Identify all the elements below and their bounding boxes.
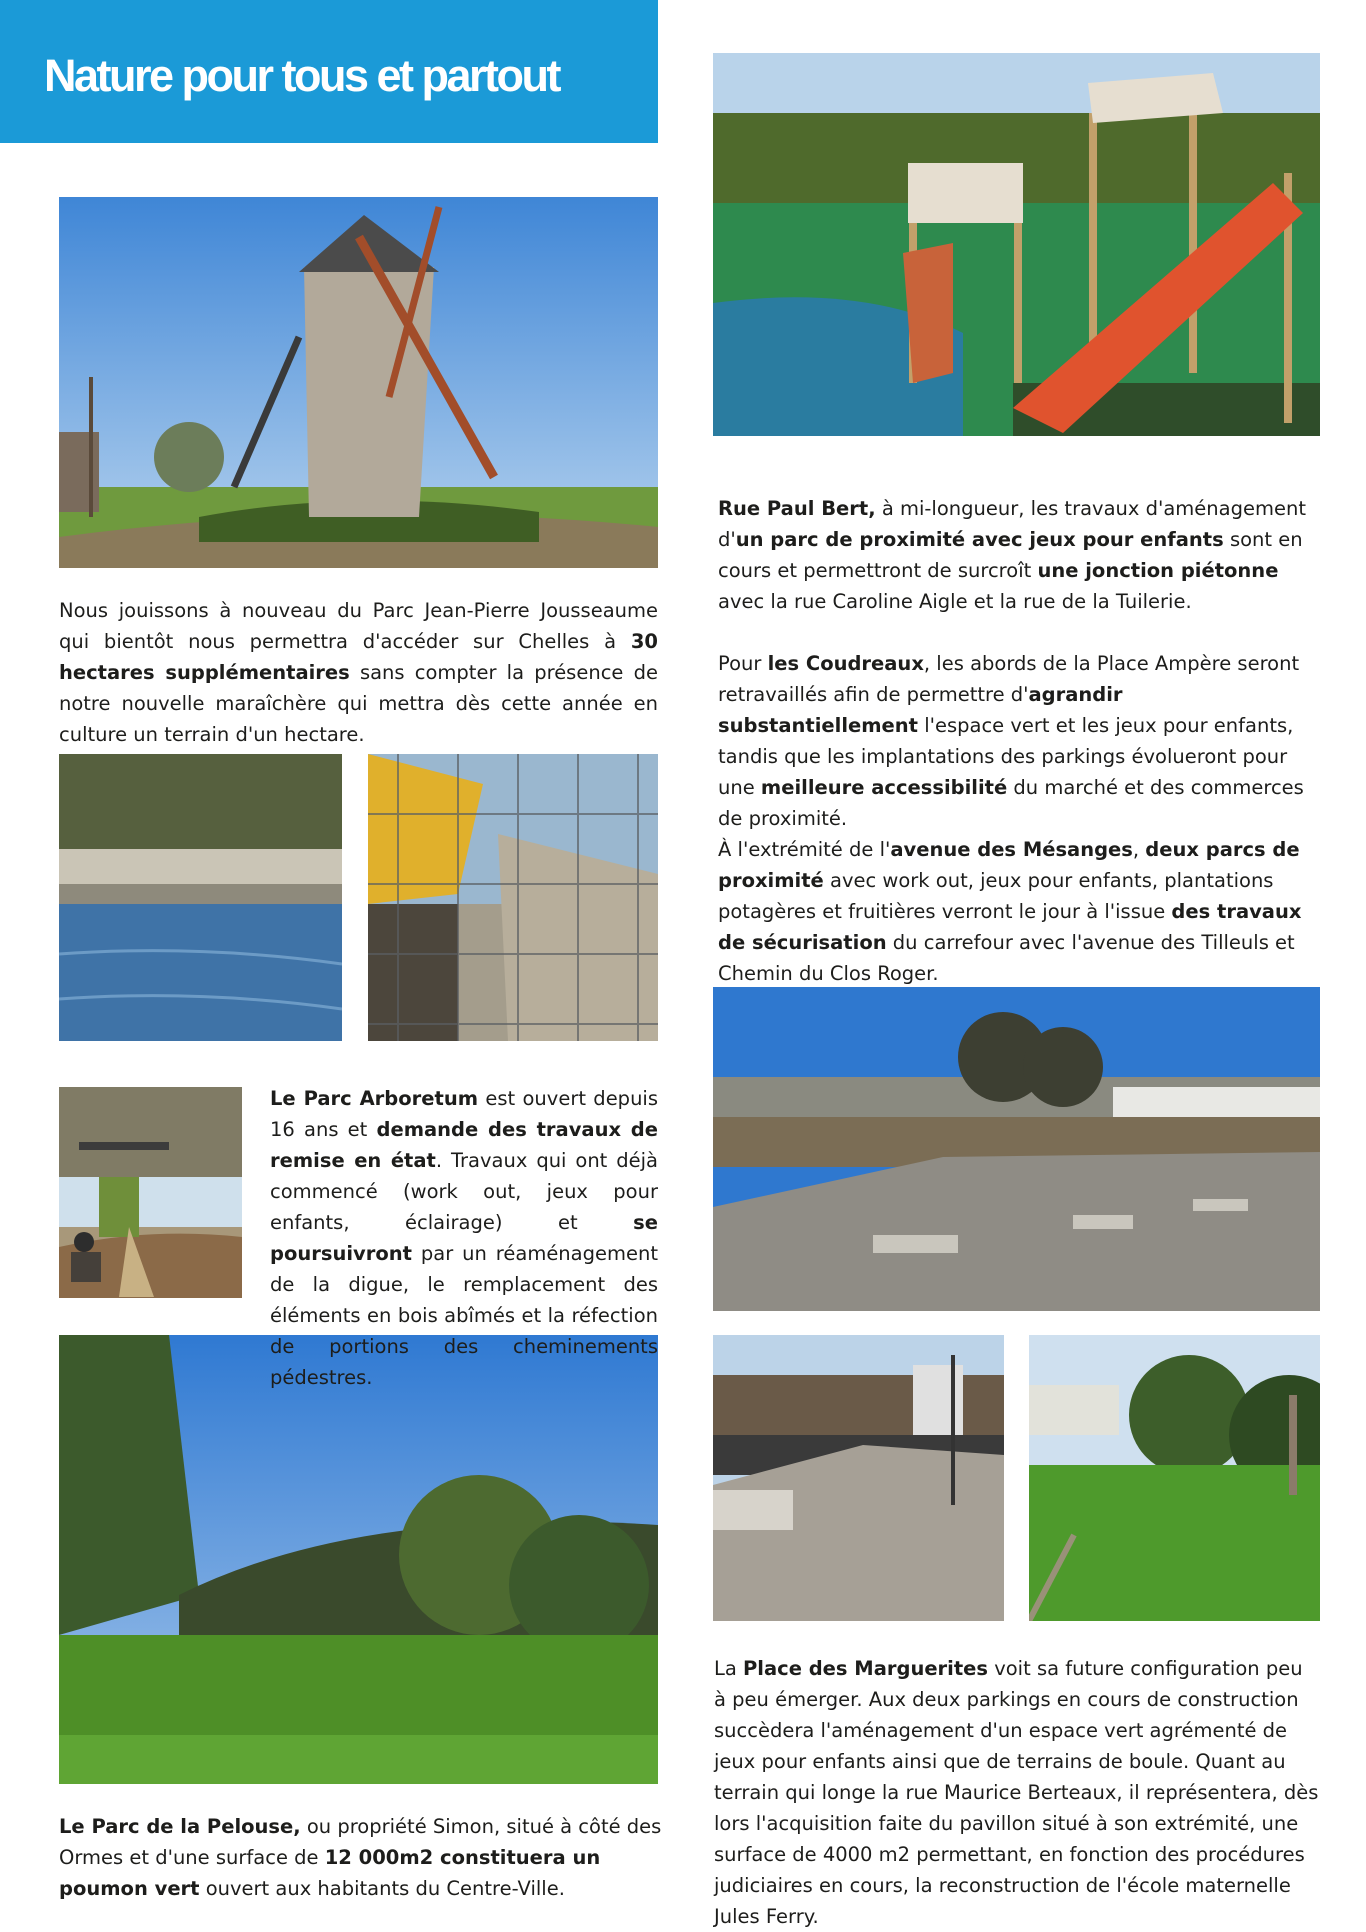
marguerites-segment: La bbox=[714, 1657, 744, 1680]
text-block-mesanges bbox=[718, 834, 1320, 989]
pelouse-segment: 12 000m2 constituera un poumon vert bbox=[59, 1846, 601, 1900]
mesanges-segment: du carrefour avec l'avenue des Tilleuls et Chemin du Clos Roger. bbox=[718, 931, 1295, 985]
arboretum-segment: . Travaux qui ont déjà commencé (work out, jeux pour enfants, éclairage) et bbox=[270, 1149, 659, 1234]
lake-photo bbox=[59, 754, 342, 1041]
text-block-paul-bert bbox=[718, 493, 1320, 617]
marguerites-segment: Place des Marguerites bbox=[743, 1657, 989, 1680]
parking-photo bbox=[713, 987, 1320, 1311]
arboretum-segment: demande des travaux de remise en état bbox=[270, 1118, 658, 1172]
paul-bert-segment: à mi-longueur, les travaux d'aménagement d' bbox=[718, 497, 1306, 551]
arboretum-segment: Le Parc Arboretum bbox=[270, 1087, 479, 1110]
green-space-photo bbox=[1029, 1335, 1320, 1621]
marguerites-segment: voit sa future configuration peu à peu émerger. Aux deux parkings en cours de construction succèdera l'aménagement d'un espace vert agrémenté de jeux pour enfants ainsi que de terrains de boule. Quant au terrain qui longe la rue Maurice Berteaux, il représentera, dès lors l'acquisition faite du pavillon situé à son extrémité, une surface de 4000 m2 permettant, en fonction des procédures judiciaires en cours, la reconstruction de l'école maternelle Jules Ferry. bbox=[714, 1657, 1319, 1928]
coudreaux-segment: l'espace vert et les jeux pour enfants, tandis que les implantations des parkings évolueront pour une bbox=[718, 714, 1294, 799]
text-block-arboretum bbox=[270, 1083, 658, 1393]
arboretum-segment: par un réaménagement de la digue, le remplacement des éléments en bois abîmés et la réfection de portions des cheminements pédestres. bbox=[270, 1242, 658, 1389]
page-title: Nature pour tous et partout bbox=[44, 50, 559, 101]
pelouse-segment: ou propriété Simon, situé à côté des Ormes et d'une surface de bbox=[59, 1815, 662, 1869]
playground-photo bbox=[713, 53, 1320, 436]
paul-bert-segment: un parc de proximité avec jeux pour enfants bbox=[735, 528, 1224, 551]
pelouse-segment: ouvert aux habitants du Centre-Ville. bbox=[199, 1877, 565, 1900]
paul-bert-segment: une jonction piétonne bbox=[1037, 559, 1279, 582]
arboretum-segment: se poursuivront bbox=[270, 1211, 658, 1265]
mesanges-segment: deux parcs de proximité bbox=[718, 838, 1300, 892]
jousseaume-segment: 30 hectares supplémentaires bbox=[59, 630, 658, 684]
coudreaux-segment: les Coudreaux bbox=[767, 652, 924, 675]
text-block-jousseaume bbox=[59, 595, 658, 750]
mesanges-segment: À l'extrémité de l' bbox=[718, 838, 891, 861]
text-block-pelouse bbox=[59, 1811, 671, 1904]
gravel-path-photo bbox=[713, 1335, 1004, 1621]
coudreaux-segment: , les abords de la Place Ampère seront retravaillés afin de permettre d' bbox=[718, 652, 1300, 706]
jousseaume-segment: sans compter la présence de notre nouvelle maraîchère qui mettra dès cette année en culture un terrain d'un hectare. bbox=[59, 661, 658, 746]
paul-bert-segment: Rue Paul Bert, bbox=[718, 497, 876, 520]
lawn-photo bbox=[59, 1335, 658, 1784]
coudreaux-segment: meilleure accessibilité bbox=[760, 776, 1008, 799]
windmill-photo bbox=[59, 197, 658, 568]
mesanges-segment: , bbox=[1132, 838, 1146, 861]
jousseaume-segment: Nous jouissons à nouveau du Parc Jean-Pierre Jousseaume qui bientôt nous permettra d'accéder sur Chelles à bbox=[59, 599, 658, 653]
coudreaux-segment: Pour bbox=[718, 652, 768, 675]
text-block-marguerites bbox=[714, 1653, 1320, 1932]
paul-bert-segment: avec la rue Caroline Aigle et la rue de la Tuilerie. bbox=[718, 590, 1192, 613]
construction-photo bbox=[368, 754, 658, 1041]
paul-bert-segment: sont en cours et permettront de surcroît bbox=[718, 528, 1303, 582]
mesanges-segment: avenue des Mésanges bbox=[890, 838, 1133, 861]
pelouse-segment: Le Parc de la Pelouse, bbox=[59, 1815, 301, 1838]
text-block-coudreaux bbox=[718, 648, 1320, 834]
arboretum-segment: est ouvert depuis 16 ans et bbox=[270, 1087, 659, 1141]
mesanges-segment: avec work out, jeux pour enfants, plantations potagères et fruitières verront le jour à l'issue bbox=[718, 869, 1274, 923]
coudreaux-segment: du marché et des commerces de proximité. bbox=[718, 776, 1304, 830]
mesanges-segment: des travaux de sécurisation bbox=[718, 900, 1302, 954]
arboretum-photo bbox=[59, 1087, 242, 1298]
coudreaux-segment: agrandir substantiellement bbox=[718, 683, 1123, 737]
